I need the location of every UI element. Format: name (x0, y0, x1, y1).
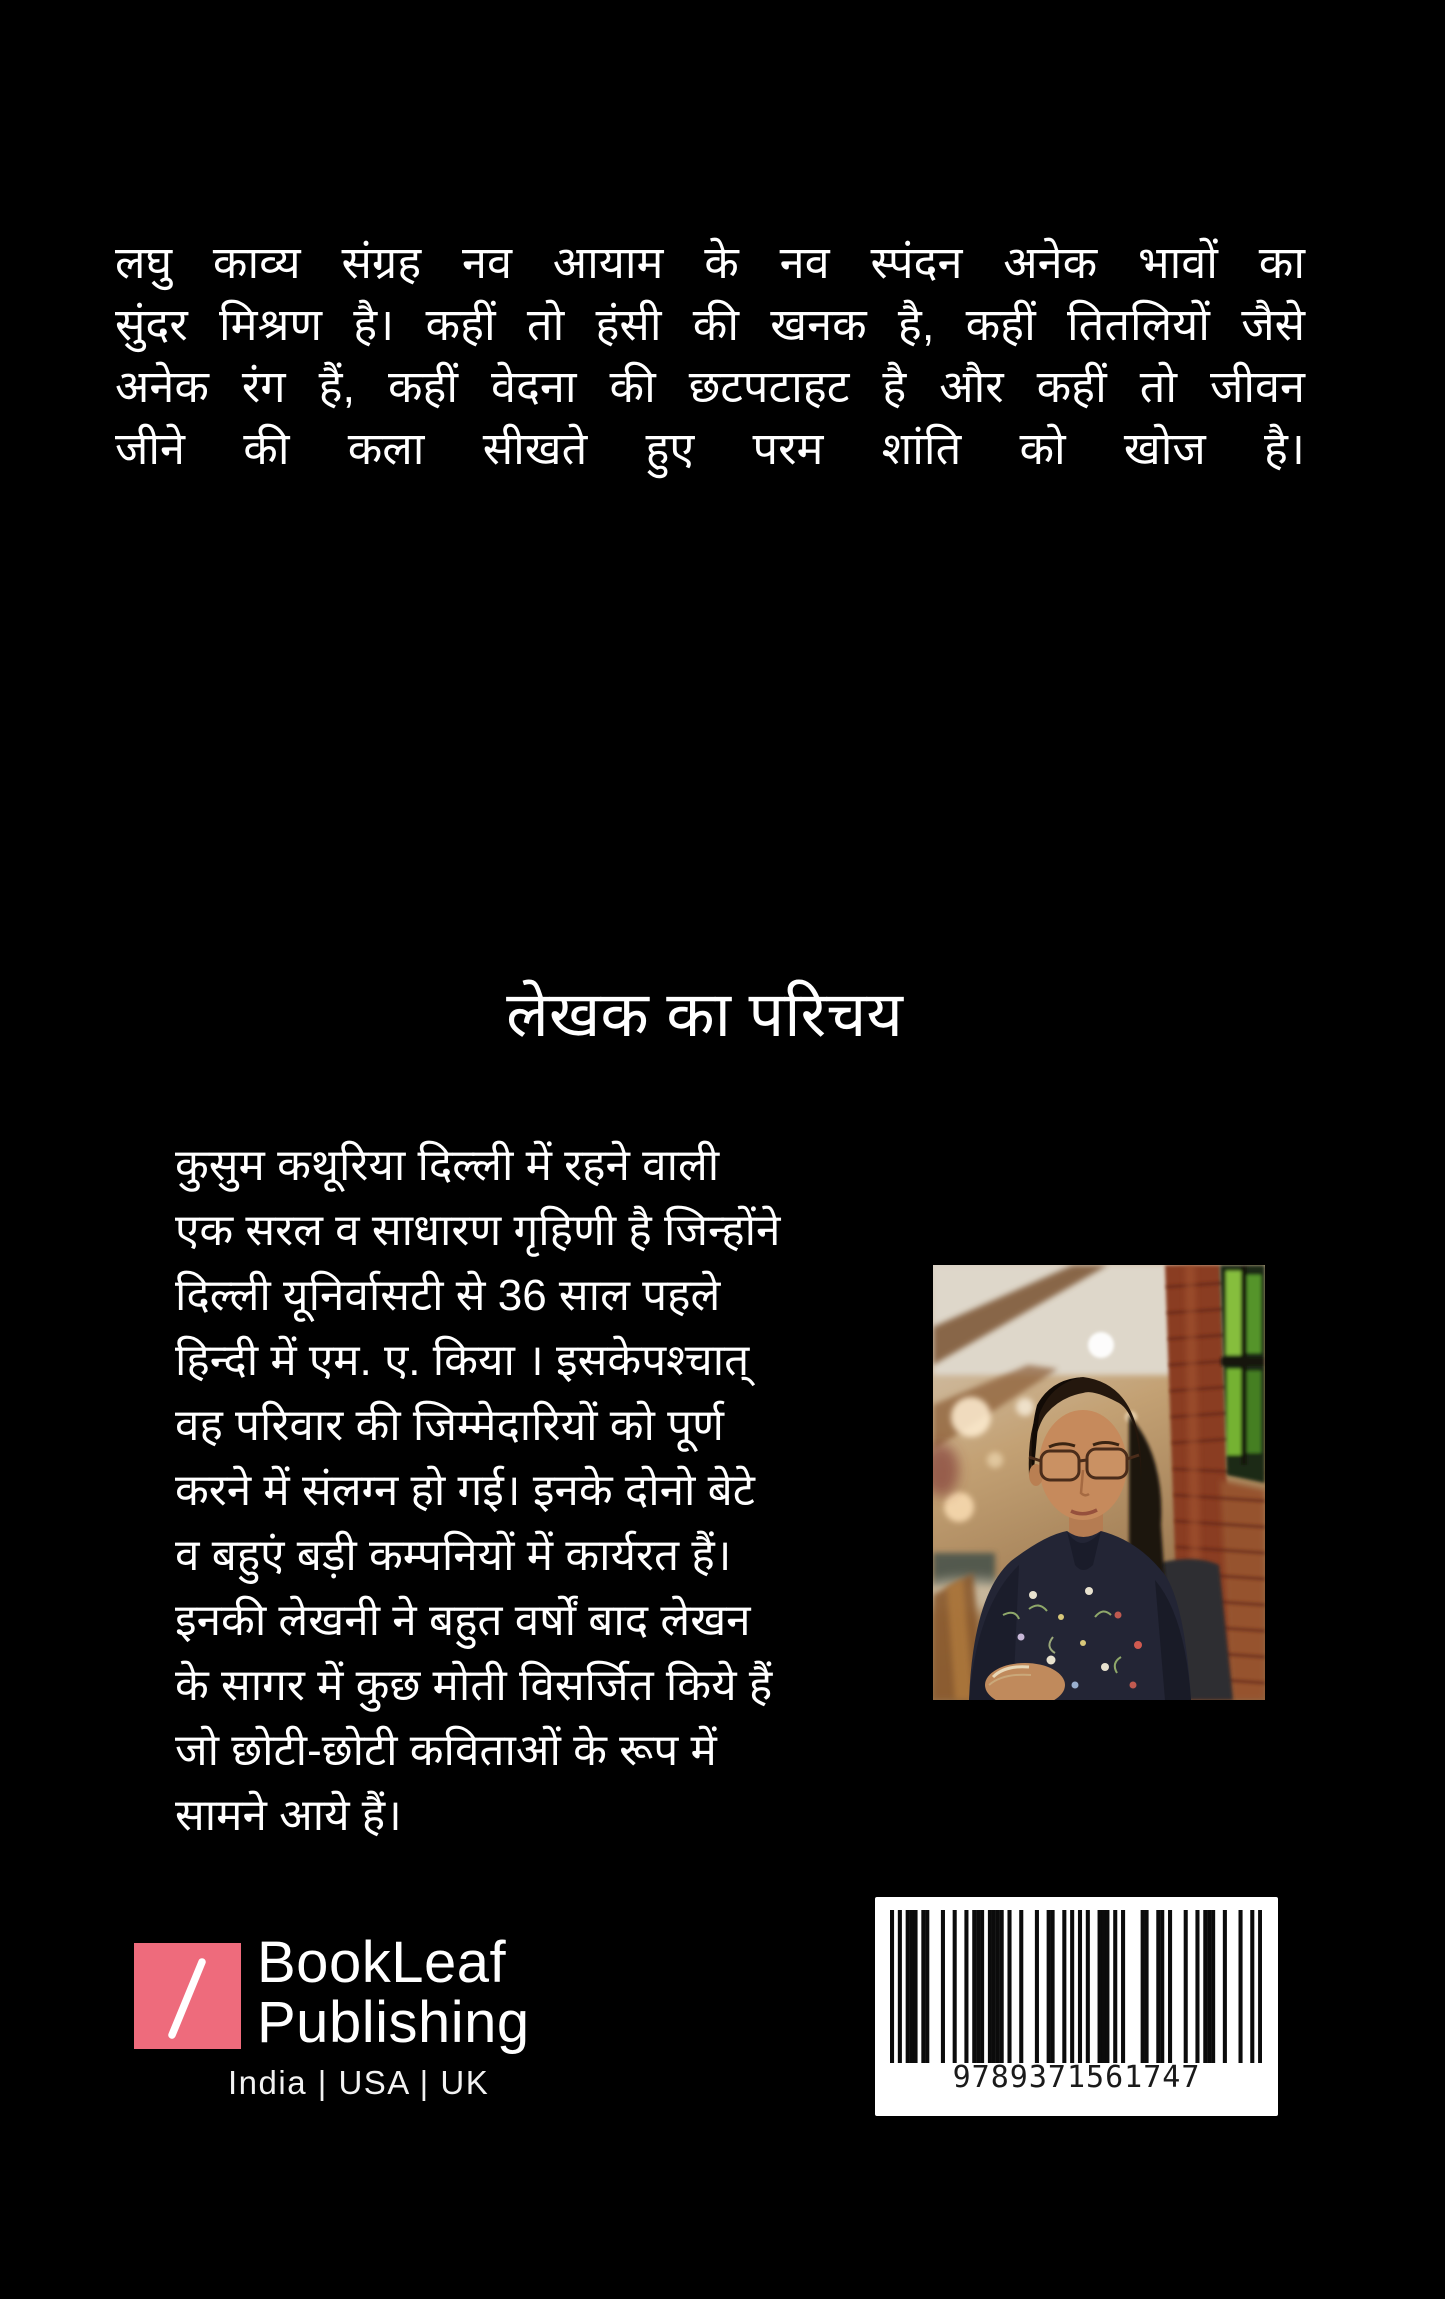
bio-line: इनकी लेखनी ने बहुत वर्षों बाद लेखन (175, 1596, 751, 1645)
blurb-line: लघु काव्य संग्रह नव आयाम के नव स्पंदन अनेक भावों का (115, 237, 1305, 288)
book-blurb (115, 232, 1305, 480)
publisher-name (257, 1930, 530, 2055)
bio-line: जो छोटी-छोटी कविताओं के रूप में (175, 1726, 717, 1775)
barcode-bars (890, 1910, 1262, 2063)
bio-line: करने में संलग्न हो गई। इनके दोनो बेटे (175, 1466, 755, 1515)
isbn-barcode (875, 1897, 1278, 2116)
blurb-line: अनेक रंग हैं, कहीं वेदना की छटपटाहट है और कहीं तो जीवन (115, 361, 1305, 412)
bio-line: दिल्ली यूनिर्वासटी से 36 साल पहले (175, 1271, 721, 1320)
bio-line: कुसुम कथूरिया दिल्ली में रहने वाली (175, 1141, 720, 1190)
publisher-name-line2: Publishing (257, 1990, 530, 2055)
bio-line: हिन्दी में एम. ए. किया । इसकेपश्चात् (175, 1336, 750, 1385)
publisher-name-line1: BookLeaf (257, 1930, 507, 1995)
bio-line: के सागर में कुछ मोती विसर्जित किये हैं (175, 1661, 773, 1710)
bio-line: व बहुएं बड़ी कम्पनियों में कार्यरत हैं। (175, 1531, 732, 1580)
bio-line: सामने आये हैं। (175, 1791, 402, 1840)
author-intro-heading: लेखक का परिचय (506, 980, 903, 1050)
blurb-line: जीने की कला सीखते हुए परम शांति को खोज है। (115, 423, 1305, 474)
author-photo (933, 1265, 1265, 1700)
slash-icon (134, 1943, 241, 2049)
publisher-logo-mark (134, 1943, 241, 2049)
author-bio (175, 1133, 885, 1848)
publisher-regions: India | USA | UK (228, 2064, 490, 2101)
blurb-line: सुंदर मिश्रण है। कहीं तो हंसी की खनक है, कहीं तितलियों जैसे (115, 299, 1305, 350)
isbn-number: 9789371561747 (952, 2060, 1201, 2095)
author-photo-illustration (933, 1265, 1265, 1700)
bio-line: वह परिवार की जिम्मेदारियों को पूर्ण (175, 1401, 724, 1450)
bio-line: एक सरल व साधारण गृहिणी है जिन्होंने (175, 1206, 781, 1255)
